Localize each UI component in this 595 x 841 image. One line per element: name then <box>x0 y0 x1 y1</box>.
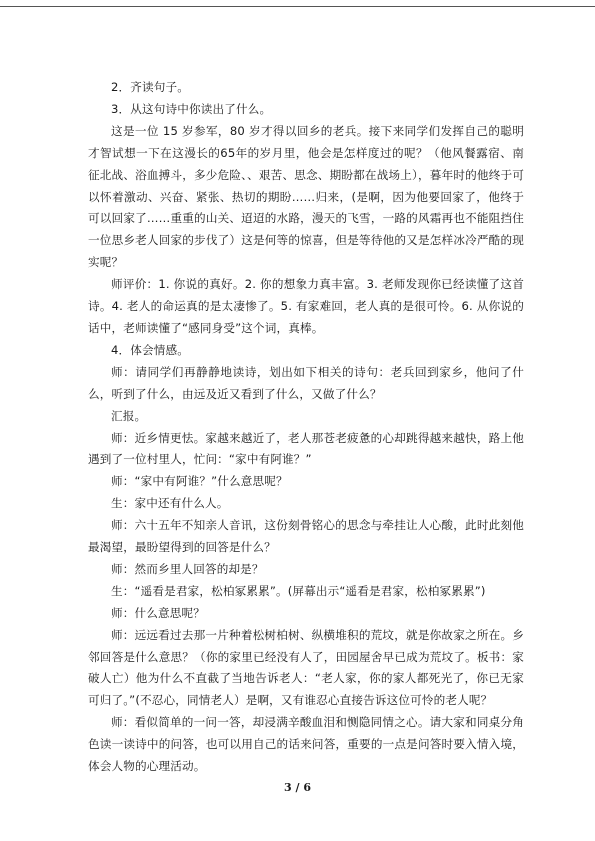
paragraph-role-reading: 师：看似简单的一问一答，却浸满辛酸血泪和恻隐同情之心。请大家和同桌分角色读一读诗中的问答，也可以用自己的话来问答，重要的一点是问答时要入情入境，体会人物的心理活动。 <box>88 715 524 774</box>
header-rule <box>0 6 595 7</box>
page-number: 3 / 6 <box>284 781 311 794</box>
document-body <box>88 77 524 778</box>
paragraph-student-answer-2: 生：“遥看是君家，松柏冢累累”。(屏幕出示“遥看是君家，松柏冢累累”) <box>111 583 486 598</box>
paragraph-report: 汇报。 <box>111 408 147 423</box>
paragraph-student-answer-1: 生：家中还有什么人。 <box>111 496 229 511</box>
paragraph-graves-explanation: 师：远远看过去那一片种着松树柏树、纵横堆积的荒坟，就是你故家之所在。乡邻回答是什么意思？（你的家里已经没有人了，田园屋舍早已成为荒坟了。板书：家破人亡）他为什么不直截了当地告诉老人：“老人家，你的家人都死光了，你已无家可归了。”(不忍心，同情老人）是啊，又有谁忍心直接告诉这位可怜的老人呢？ <box>88 627 524 708</box>
paragraph-villager-reply: 师：然而乡里人回答的却是？ <box>111 561 264 576</box>
paragraph-what-meaning: 师：什么意思呢？ <box>111 605 205 620</box>
paragraph-step-2: 2．齐读句子。 <box>111 80 189 94</box>
paragraph-question-meaning: 师：“家中有阿谁？”什么意思呢？ <box>111 474 288 489</box>
paragraph-veteran-story: 这是一位 15 岁参军，80 岁才得以回乡的老兵。接下来同学们发挥自己的聪明才智试想一下在这漫长的65年的岁月里，他会是怎样度过的呢？（他风餐露宿、南征北战、浴血搏斗，多少危险、、艰苦、思念、期盼都在战场上），暮年时的他终于可以怀着激动、兴奋、紧张、热切的期盼……归来，(是啊，因为他要回家了，他终于可以回家了……重重的山关、迢迢的水路，漫天的飞雪，一路的风霜再也不能阻挡住一位思乡老人回家的步伐了）这是何等的惊喜，但是等待他的又是怎样冰冷严酷的现实呢？ <box>88 123 524 270</box>
paragraph-longing: 师：六十五年不知亲人音讯，这份刻骨铭心的思念与牵挂让人心酸，此时此刻他最渴望，最盼望得到的回答是什么？ <box>88 518 524 555</box>
paragraph-reading-task: 师：请同学们再静静地读诗，划出如下相关的诗句：老兵回到家乡，他问了什么，听到了什么，由远及近又看到了什么，又做了什么？ <box>88 364 524 401</box>
paragraph-teacher-evaluation: 师评价：1. 你说的真好。2. 你的想象力真丰富。3. 老师发现你已经读懂了这首诗。4. 老人的命运真的是太凄惨了。5. 有家难回，老人真的是很可怜。6. 从你说的话中，老师读懂了“感同身受”这个词，真棒。 <box>88 277 524 335</box>
paragraph-approach-home: 师：近乡情更怯。家越来越近了，老人那苍老疲惫的心却跳得越来越快，路上他遇到了一位村里人，忙问：“家中有阿谁？” <box>88 430 524 467</box>
paragraph-step-3: 3．从这句诗中你读出了什么。 <box>111 101 272 116</box>
paragraph-step-4: 4．体会情感。 <box>111 342 189 357</box>
